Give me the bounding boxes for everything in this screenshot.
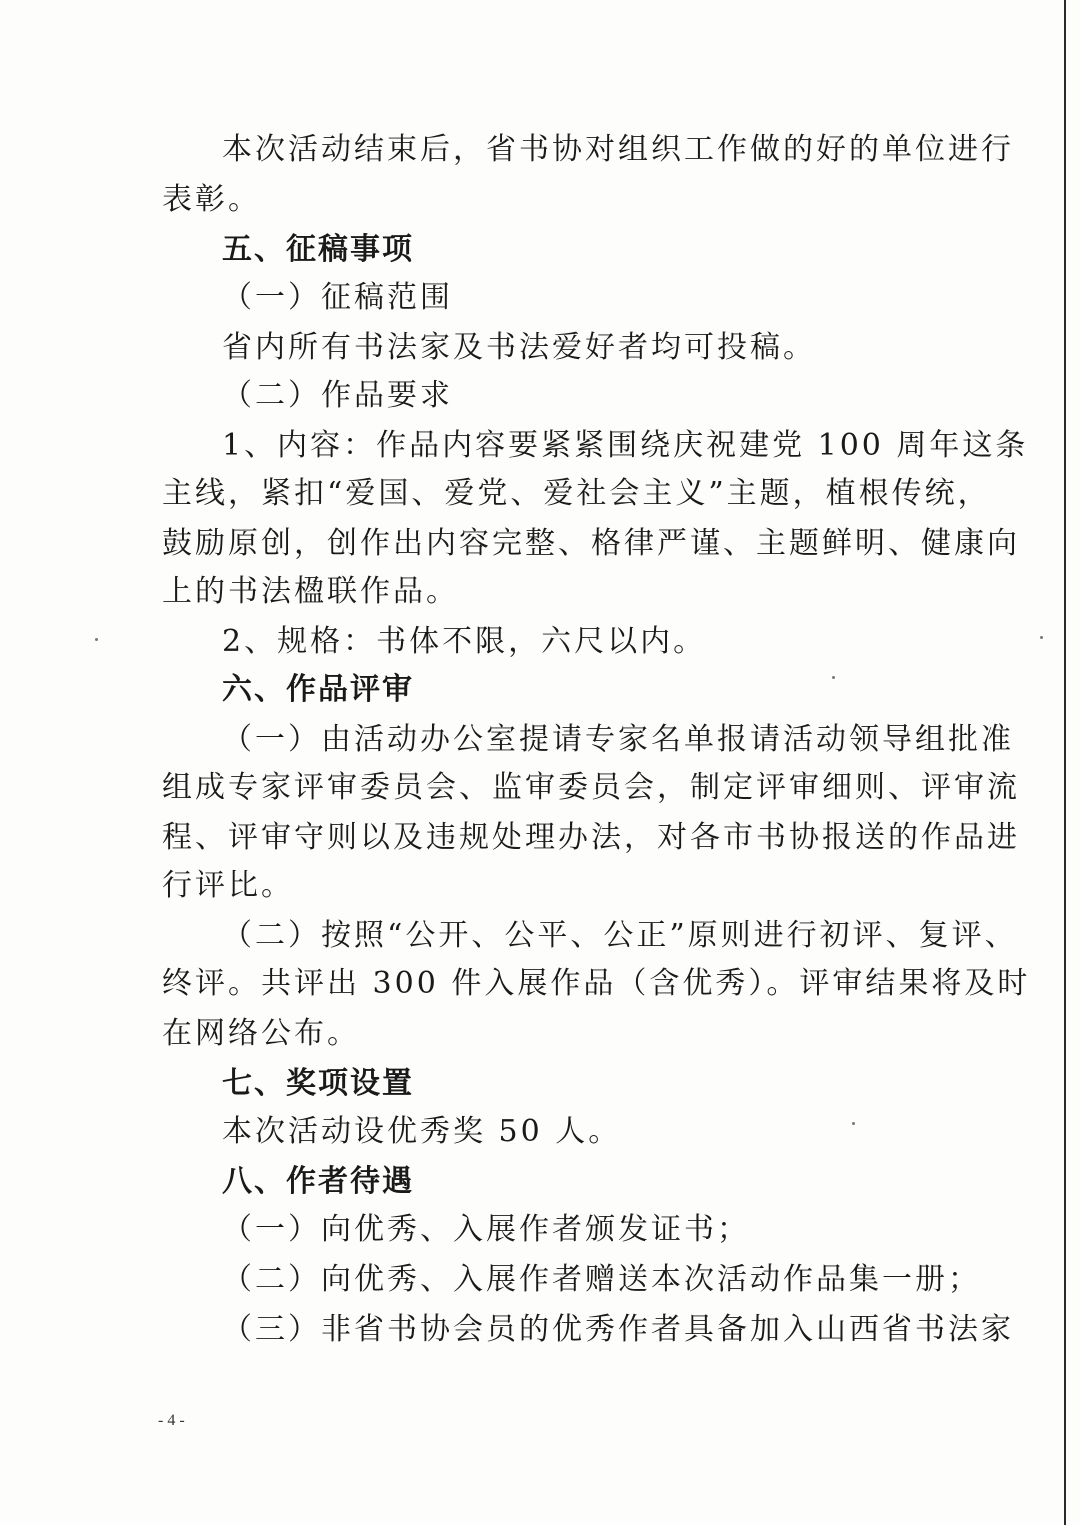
paragraph-line: 1、内容：作品内容要紧紧围绕庆祝建党 100 周年这条 [222, 428, 1029, 463]
paragraph-line: 终评。共评出 300 件入展作品（含优秀）。评审结果将及时 [162, 966, 1031, 1001]
paragraph-line: 本次活动设优秀奖 50 人。 [222, 1114, 622, 1149]
paragraph-line: 在网络公布。 [162, 1016, 360, 1051]
section-heading: 七、奖项设置 [222, 1066, 414, 1101]
list-item: （一）向优秀、入展作者颁发证书； [222, 1212, 750, 1247]
section-heading: 八、作者待遇 [222, 1164, 414, 1199]
paragraph-line: （一）由活动办公室提请专家名单报请活动领导组批准 [222, 722, 1014, 757]
scan-speck [852, 1122, 855, 1125]
list-item: （三）非省书协会员的优秀作者具备加入山西省书法家 [222, 1312, 1014, 1347]
paragraph-line: 上的书法楹联作品。 [162, 574, 459, 609]
scan-speck [1040, 636, 1043, 639]
section-heading: 五、征稿事项 [222, 232, 414, 267]
paragraph-line: （二）按照“公开、公平、公正”原则进行初评、复评、 [222, 918, 1018, 953]
paragraph-line: 行评比。 [162, 868, 294, 903]
paragraph-line: 本次活动结束后，省书协对组织工作做的好的单位进行 [222, 132, 1014, 167]
paragraph-line: 表彰。 [162, 182, 261, 217]
paragraph-line: 主线，紧扣“爱国、爱党、爱社会主义”主题，植根传统， [162, 476, 991, 511]
scan-speck [832, 676, 835, 679]
paragraph-line: 鼓励原创，创作出内容完整、格律严谨、主题鲜明、健康向 [162, 526, 1020, 561]
list-item: （二）向优秀、入展作者赠送本次活动作品集一册； [222, 1262, 981, 1297]
scan-speck [95, 638, 98, 641]
paragraph-line: 2、规格：书体不限，六尺以内。 [222, 624, 707, 659]
subsection-heading: （二）作品要求 [222, 378, 453, 413]
page-edge-line [1064, 0, 1066, 1525]
paragraph-line: 省内所有书法家及书法爱好者均可投稿。 [222, 330, 816, 365]
page-number: - 4 - [158, 1412, 185, 1429]
section-heading: 六、作品评审 [222, 672, 414, 707]
subsection-heading: （一）征稿范围 [222, 280, 453, 315]
paragraph-line: 组成专家评审委员会、监审委员会，制定评审细则、评审流 [162, 770, 1020, 805]
paragraph-line: 程、评审守则以及违规处理办法，对各市书协报送的作品进 [162, 820, 1020, 855]
